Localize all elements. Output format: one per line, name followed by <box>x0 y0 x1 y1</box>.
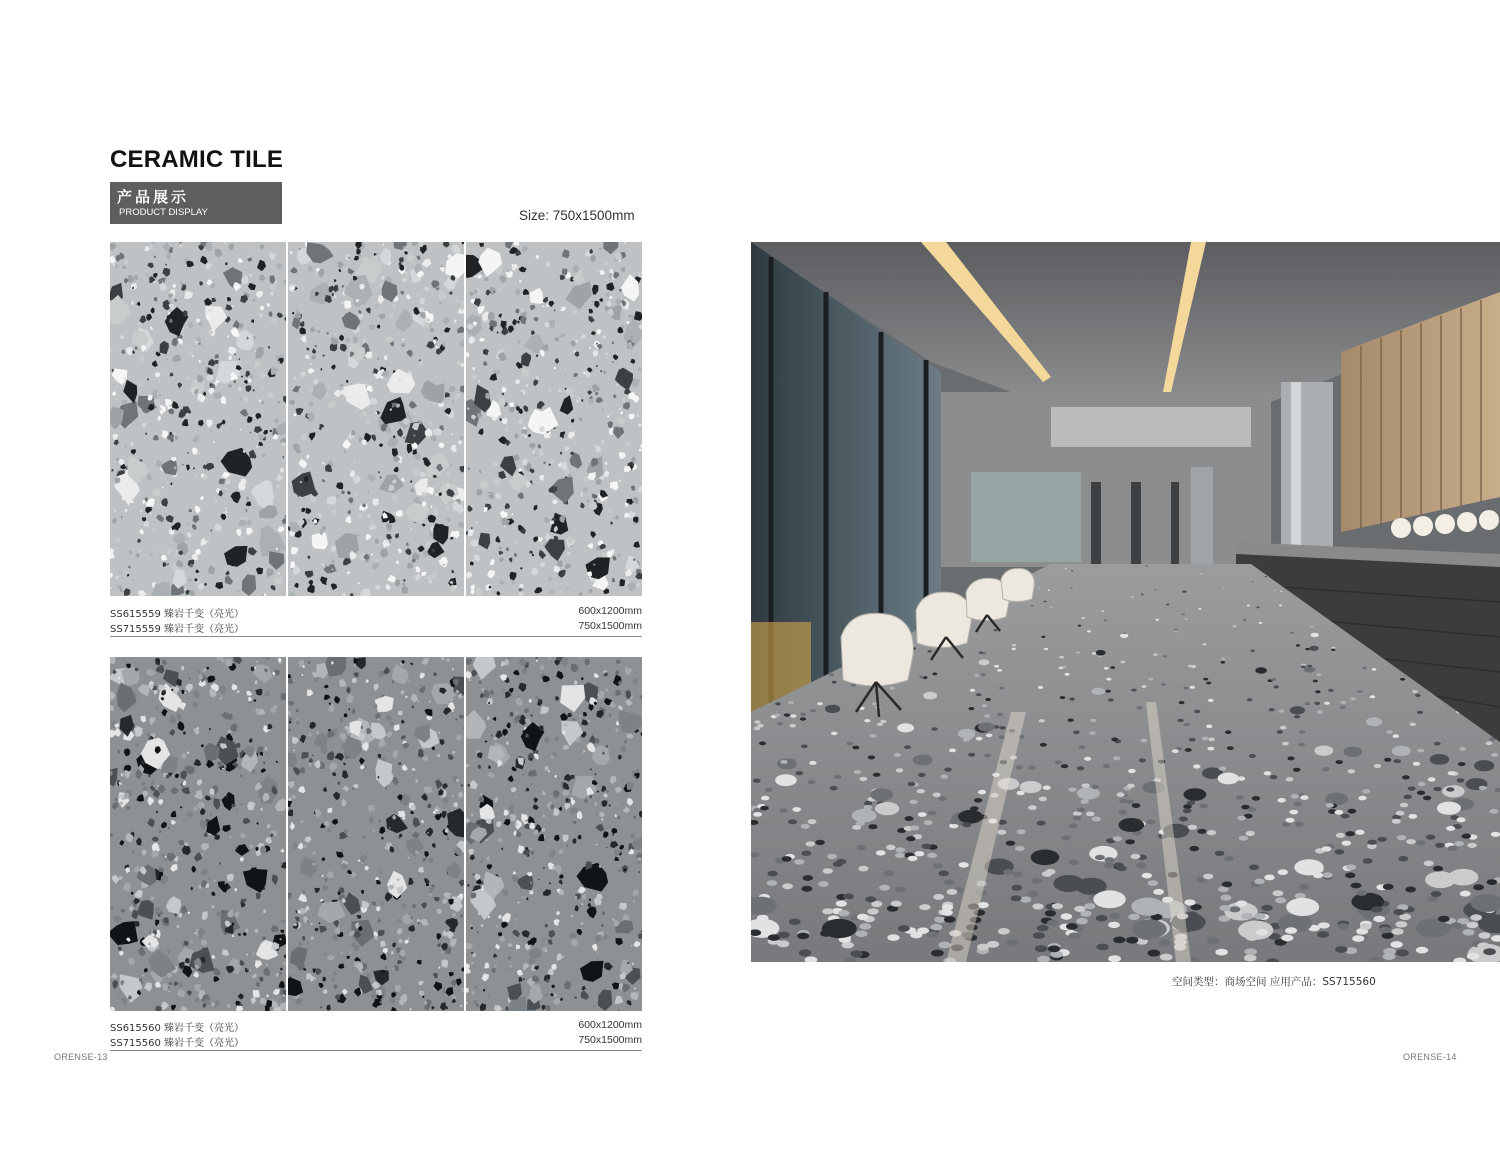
product-size: 600x1200mm <box>578 605 642 617</box>
product-code: SS615560 臻岩千变（亮光） <box>110 1023 245 1034</box>
product-row <box>110 605 642 620</box>
product-code: SS715559 臻岩千变（亮光） <box>110 624 245 635</box>
lobby-illustration <box>751 242 1500 962</box>
interior-scene-photo <box>751 242 1500 962</box>
product-row <box>110 1019 642 1034</box>
product-row <box>110 620 642 635</box>
tile-swatch <box>110 657 286 1011</box>
product-code: SS715560 臻岩千变（亮光） <box>110 1038 245 1049</box>
product-size: 750x1500mm <box>578 620 642 632</box>
page-title: CERAMIC TILE <box>110 146 284 173</box>
tile-swatch <box>288 242 464 596</box>
right-page-number: ORENSE-14 <box>1403 1052 1457 1062</box>
scene-caption: 空间类型：商场空间 应用产品：SS715560 <box>1172 976 1376 988</box>
divider <box>110 636 642 637</box>
divider <box>110 1050 642 1051</box>
tile-swatch <box>466 242 642 596</box>
tile-swatch <box>288 657 464 1011</box>
product-size: 750x1500mm <box>578 1034 642 1046</box>
section-label-en: PRODUCT DISPLAY <box>119 207 208 218</box>
tile-swatch <box>110 242 286 596</box>
section-label-box <box>110 182 282 224</box>
left-page-number: ORENSE-13 <box>54 1052 108 1062</box>
product-row <box>110 1034 642 1049</box>
tile-image-light <box>110 242 642 596</box>
size-label: Size: 750x1500mm <box>519 208 635 223</box>
product-size: 600x1200mm <box>578 1019 642 1031</box>
section-label-cn: 产品展示 <box>117 188 190 206</box>
product-code: SS615559 臻岩千变（亮光） <box>110 609 245 620</box>
tile-swatch <box>466 657 642 1011</box>
tile-image-dark <box>110 657 642 1011</box>
